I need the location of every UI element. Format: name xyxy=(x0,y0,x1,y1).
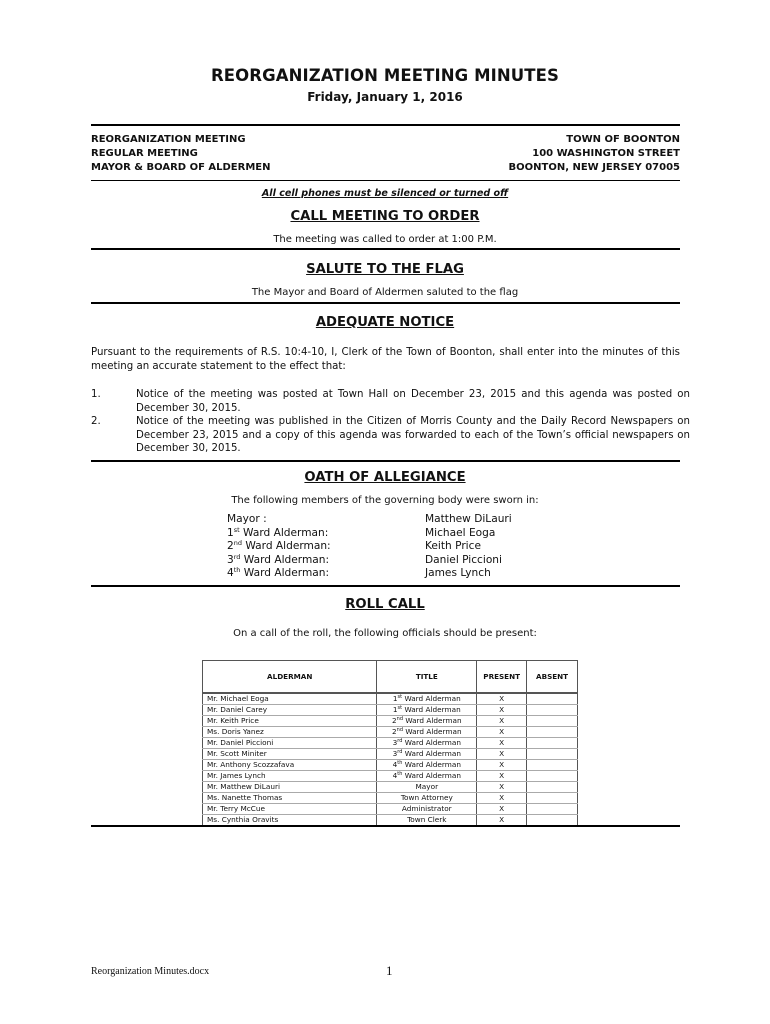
meeting-type-block xyxy=(91,133,271,174)
roll-call-heading: ROLL CALL xyxy=(345,597,425,612)
alderman-name: Mr. Keith Price xyxy=(203,716,377,727)
oath-title: 1st Ward Alderman: xyxy=(227,525,329,539)
absent-mark xyxy=(527,804,578,815)
official-title: 2nd Ward Alderman xyxy=(377,716,477,727)
present-mark: X xyxy=(477,771,527,782)
address-line: 100 WASHINGTON STREET xyxy=(532,147,680,159)
official-title: 3rd Ward Alderman xyxy=(377,738,477,749)
table-row xyxy=(203,705,578,716)
present-mark: X xyxy=(477,716,527,727)
alderman-name: Mr. Terry McCue xyxy=(203,804,377,815)
table-row xyxy=(203,727,578,738)
section-rule xyxy=(91,302,680,304)
present-mark: X xyxy=(477,815,527,826)
section-rule xyxy=(91,585,680,587)
absent-mark xyxy=(527,749,578,760)
column-header-present: PRESENT xyxy=(477,661,527,693)
section-rule xyxy=(91,460,680,462)
alderman-name: Mr. Daniel Carey xyxy=(203,705,377,716)
meeting-date: Friday, January 1, 2016 xyxy=(307,90,463,104)
present-mark: X xyxy=(477,793,527,804)
official-title: Town Attorney xyxy=(377,793,477,804)
official-title: 2nd Ward Alderman xyxy=(377,727,477,738)
present-mark: X xyxy=(477,782,527,793)
official-title: 1st Ward Alderman xyxy=(377,705,477,716)
table-row xyxy=(203,738,578,749)
absent-mark xyxy=(527,793,578,804)
oath-name: James Lynch xyxy=(425,567,491,580)
absent-mark xyxy=(527,694,578,705)
salute-heading: SALUTE TO THE FLAG xyxy=(306,262,464,277)
alderman-name: Ms. Nanette Thomas xyxy=(203,793,377,804)
column-header-alderman: ALDERMAN xyxy=(203,661,377,693)
notice-item-text: Notice of the meeting was posted at Town Hall on December 23, 2015 and this agenda was posted on December 30, 2015. xyxy=(136,389,690,414)
section-rule xyxy=(91,248,680,250)
address-line: BOONTON, NEW JERSEY 07005 xyxy=(508,161,680,173)
present-mark: X xyxy=(477,727,527,738)
present-mark: X xyxy=(477,804,527,815)
table-header-row xyxy=(203,661,578,693)
salute-text: The Mayor and Board of Aldermen saluted to the flag xyxy=(251,287,519,298)
adequate-notice-intro: Pursuant to the requirements of R.S. 10:4-10, I, Clerk of the Town of Boonton, shall enter into the minutes of this meeting an accurate statement to the effect that: xyxy=(91,347,680,372)
notice-item-number: 1. xyxy=(91,389,101,400)
present-mark: X xyxy=(477,694,527,705)
notice-item-number: 2. xyxy=(91,416,101,427)
absent-mark xyxy=(527,815,578,826)
table-row xyxy=(203,815,578,826)
meeting-type-line: REGULAR MEETING xyxy=(91,147,198,159)
roll-call-rows xyxy=(203,693,578,826)
column-header-absent: ABSENT xyxy=(527,661,578,693)
official-title: 3rd Ward Alderman xyxy=(377,749,477,760)
official-title: 1st Ward Alderman xyxy=(377,694,477,705)
absent-mark xyxy=(527,705,578,716)
footer-filename: Reorganization Minutes.docx xyxy=(91,966,210,977)
address-rule xyxy=(91,180,680,181)
table-row xyxy=(203,749,578,760)
absent-mark xyxy=(527,727,578,738)
alderman-name: Mr. Michael Eoga xyxy=(203,694,377,705)
table-row xyxy=(203,793,578,804)
roll-call-table xyxy=(202,660,578,826)
table-row xyxy=(203,694,578,705)
alderman-name: Mr. Daniel Piccioni xyxy=(203,738,377,749)
absent-mark xyxy=(527,738,578,749)
present-mark: X xyxy=(477,749,527,760)
address-line: TOWN OF BOONTON xyxy=(566,134,680,145)
official-title: Town Clerk xyxy=(377,815,477,826)
oath-name: Keith Price xyxy=(425,540,481,553)
table-row xyxy=(203,716,578,727)
oath-title: 3rd Ward Alderman: xyxy=(227,552,330,566)
oath-titles xyxy=(227,513,331,581)
official-title: Administrator xyxy=(377,804,477,815)
call-to-order-heading: CALL MEETING TO ORDER xyxy=(290,209,480,224)
alderman-name: Mr. James Lynch xyxy=(203,771,377,782)
oath-intro: The following members of the governing body were sworn in: xyxy=(231,495,539,506)
meeting-type-line: REORGANIZATION MEETING xyxy=(91,134,246,145)
notice-item-text: Notice of the meeting was published in the Citizen of Morris County and the Daily Record Newspapers on December 23, 2015 and a copy of this agenda was forwarded to each of the Town’s official newspapers on December 30, 2015. xyxy=(136,416,690,454)
absent-mark xyxy=(527,760,578,771)
alderman-name: Mr. Matthew DiLauri xyxy=(203,782,377,793)
oath-names xyxy=(425,513,512,581)
present-mark: X xyxy=(477,760,527,771)
section-rule xyxy=(91,825,680,827)
present-mark: X xyxy=(477,705,527,716)
address-block xyxy=(509,133,680,174)
oath-name: Matthew DiLauri xyxy=(425,513,512,525)
cell-phone-notice: All cell phones must be silenced or turned off xyxy=(261,188,509,199)
official-title: Mayor xyxy=(377,782,477,793)
column-header-title: TITLE xyxy=(377,661,477,693)
call-to-order-text: The meeting was called to order at 1:00 P.M. xyxy=(273,234,497,245)
table-row xyxy=(203,804,578,815)
absent-mark xyxy=(527,782,578,793)
oath-name: Daniel Piccioni xyxy=(425,553,502,566)
oath-title: Mayor : xyxy=(227,513,267,525)
alderman-name: Ms. Cynthia Oravits xyxy=(203,815,377,826)
alderman-name: Mr. Anthony Scozzafava xyxy=(203,760,377,771)
alderman-name: Ms. Doris Yanez xyxy=(203,727,377,738)
alderman-name: Mr. Scott Miniter xyxy=(203,749,377,760)
official-title: 4th Ward Alderman xyxy=(377,760,477,771)
adequate-notice-heading: ADEQUATE NOTICE xyxy=(315,315,455,330)
page-number: 1 xyxy=(386,963,393,978)
oath-name: Michael Eoga xyxy=(425,526,496,539)
present-mark: X xyxy=(477,738,527,749)
oath-title: 4th Ward Alderman: xyxy=(227,566,330,580)
roll-call-intro: On a call of the roll, the following officials should be present: xyxy=(233,628,537,639)
official-title: 4th Ward Alderman xyxy=(377,771,477,782)
table-row xyxy=(203,760,578,771)
oath-heading: OATH OF ALLEGIANCE xyxy=(304,470,466,485)
table-row xyxy=(203,782,578,793)
oath-title: 2nd Ward Alderman: xyxy=(227,539,331,553)
meeting-type-line: MAYOR & BOARD OF ALDERMEN xyxy=(91,161,271,173)
document-title: REORGANIZATION MEETING MINUTES xyxy=(210,66,560,85)
absent-mark xyxy=(527,771,578,782)
header-rule xyxy=(91,124,680,126)
table-row xyxy=(203,771,578,782)
absent-mark xyxy=(527,716,578,727)
